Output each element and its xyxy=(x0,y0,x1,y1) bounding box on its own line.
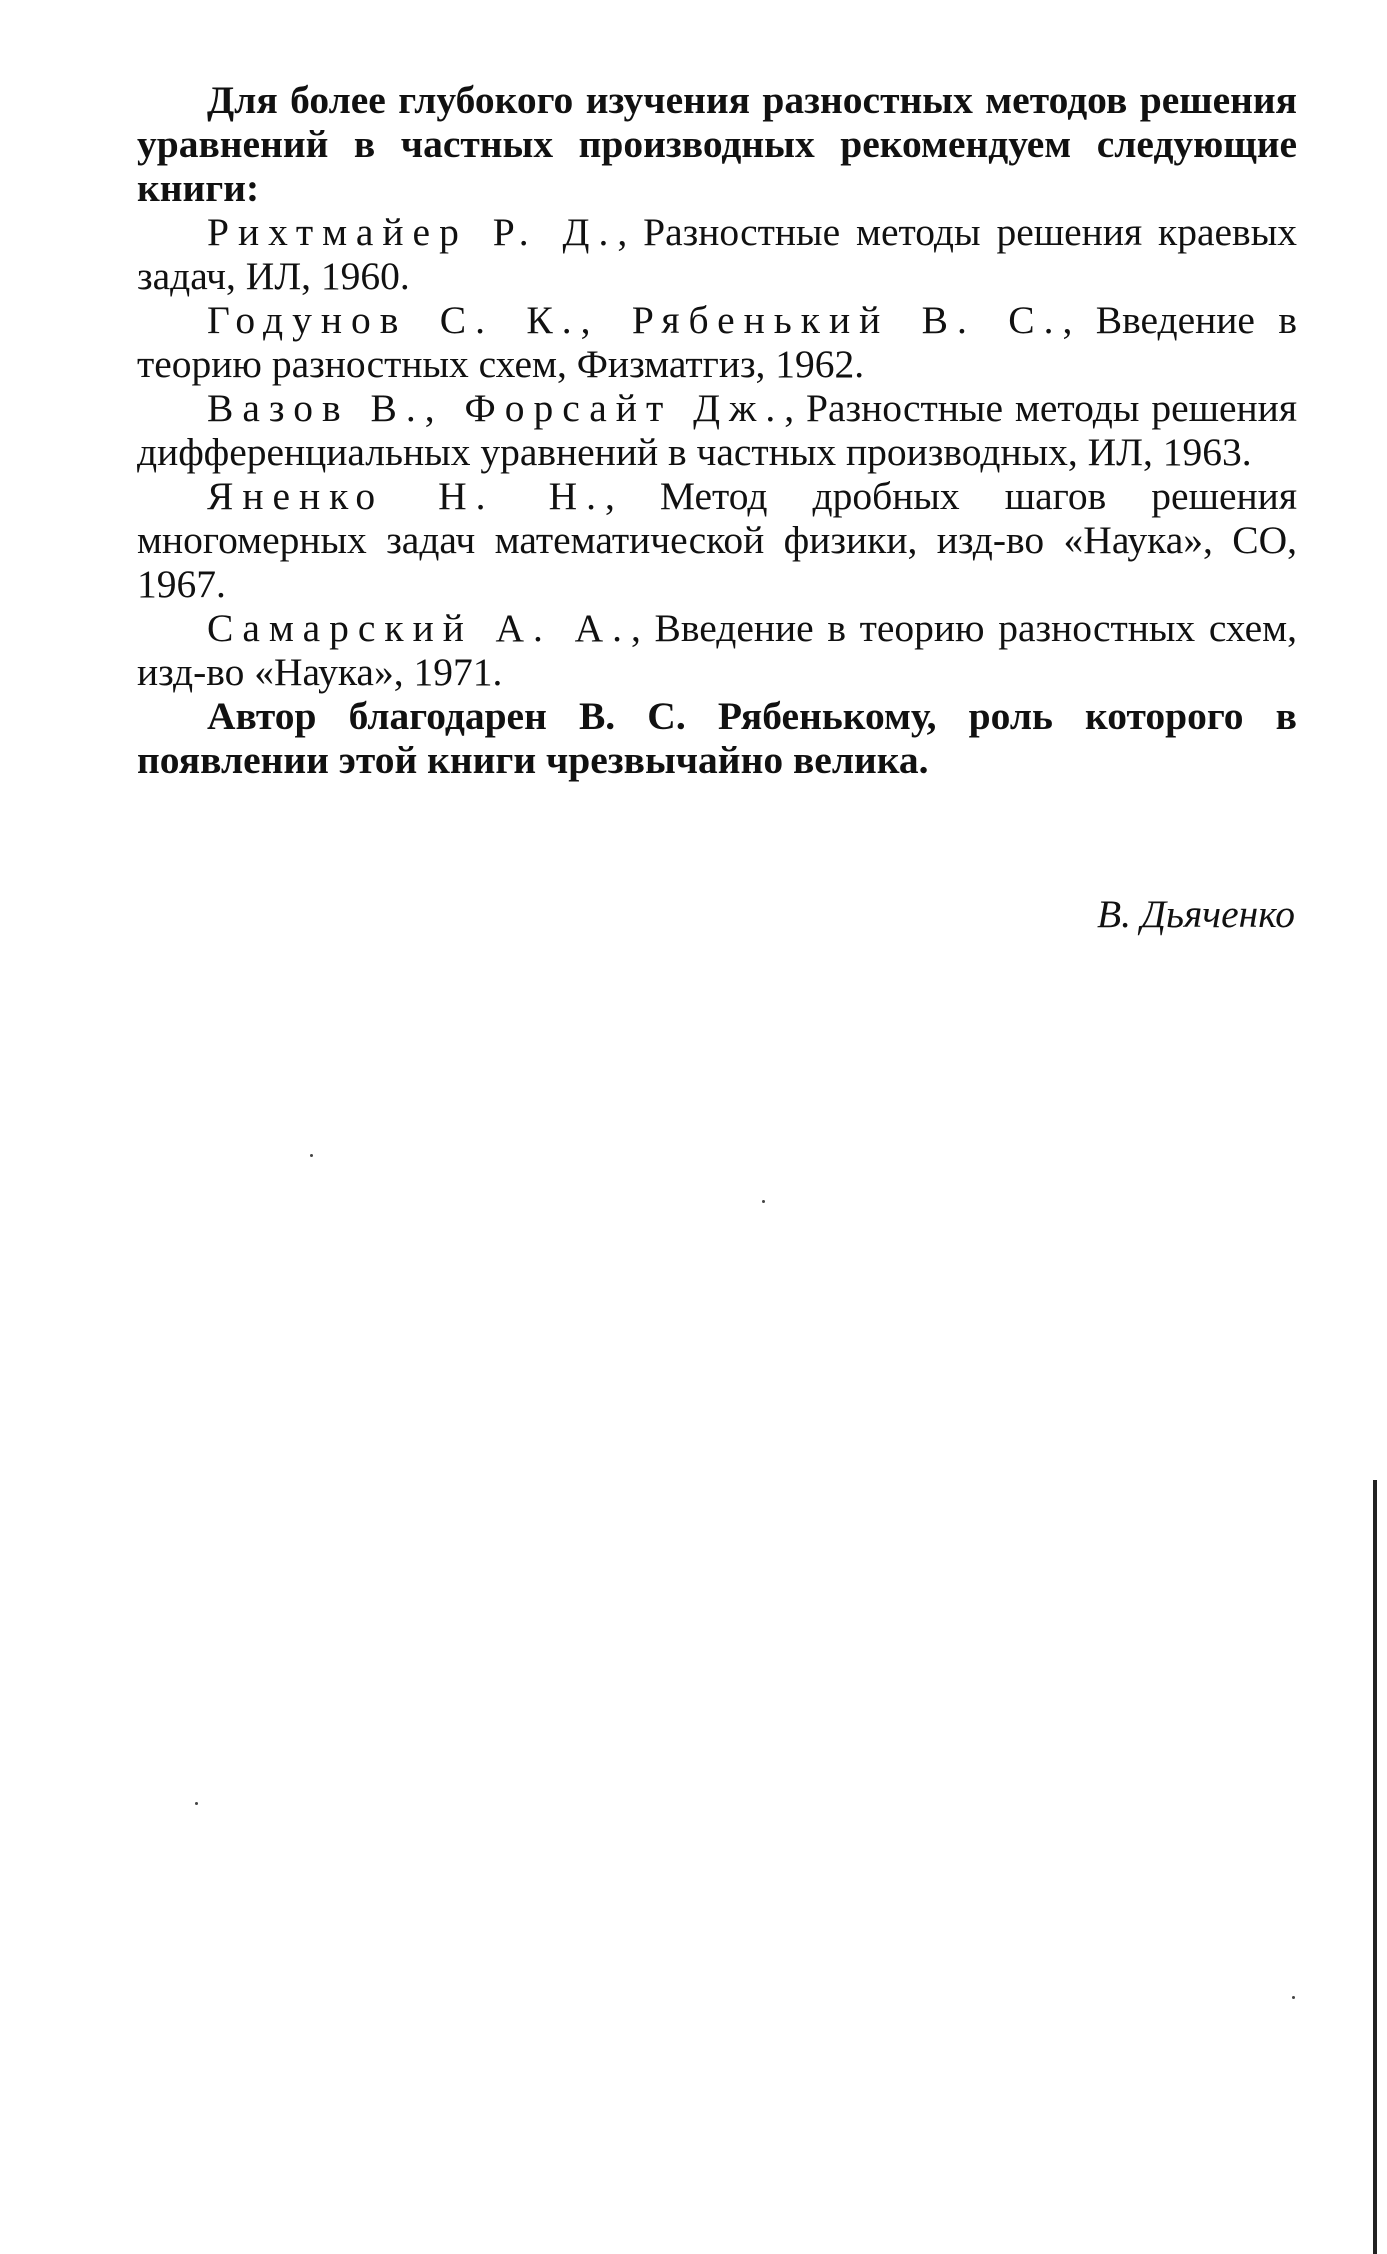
scan-edge-line xyxy=(1373,1480,1377,2254)
bibliography-author: Яненко Н. Н. xyxy=(207,474,605,518)
bibliography-entry xyxy=(137,606,1297,694)
scan-speck xyxy=(1292,1996,1295,1999)
scan-speck xyxy=(195,1802,198,1805)
bibliography-entry xyxy=(137,210,1297,298)
bibliography-details: , Введение в теорию разностных схем, изд-во «Наука», 1971. xyxy=(137,606,1298,694)
bibliography-details: , Метод дробных шагов решения многомерных задач математической физики, изд-во «Наука», СО, 1967. xyxy=(137,474,1297,606)
bibliography-entry xyxy=(137,386,1297,474)
intro-paragraph: Для более глубокого изучения разностных методов решения уравнений в частных производных рекомендуем следующие книги: xyxy=(137,78,1297,210)
page-body xyxy=(137,78,1297,782)
bibliography-details: , Разностные методы решения дифференциальных уравнений в частных производных, ИЛ, 1963. xyxy=(137,386,1297,474)
scan-speck xyxy=(310,1154,313,1157)
bibliography-author: Вазов В., Форсайт Дж. xyxy=(207,386,785,430)
bibliography-entry xyxy=(137,298,1297,386)
bibliography-details: , Разностные методы решения краевых задач, ИЛ, 1960. xyxy=(137,210,1297,298)
author-signature: В. Дьяченко xyxy=(1096,892,1295,936)
bibliography-author: Рихтмайер Р. Д. xyxy=(207,210,618,254)
acknowledgement-paragraph: Автор благодарен В. С. Рябенькому, роль которого в появлении этой книги чрезвычайно велика. xyxy=(137,694,1297,782)
bibliography-entry xyxy=(137,474,1297,606)
bibliography-author: Самарский А. А. xyxy=(207,606,631,650)
bibliography-author: Годунов С. К., Рябенький В. С. xyxy=(207,298,1063,342)
scan-speck xyxy=(762,1200,765,1203)
bibliography-details: , Введение в теорию разностных схем, Физматгиз, 1962. xyxy=(137,298,1297,386)
